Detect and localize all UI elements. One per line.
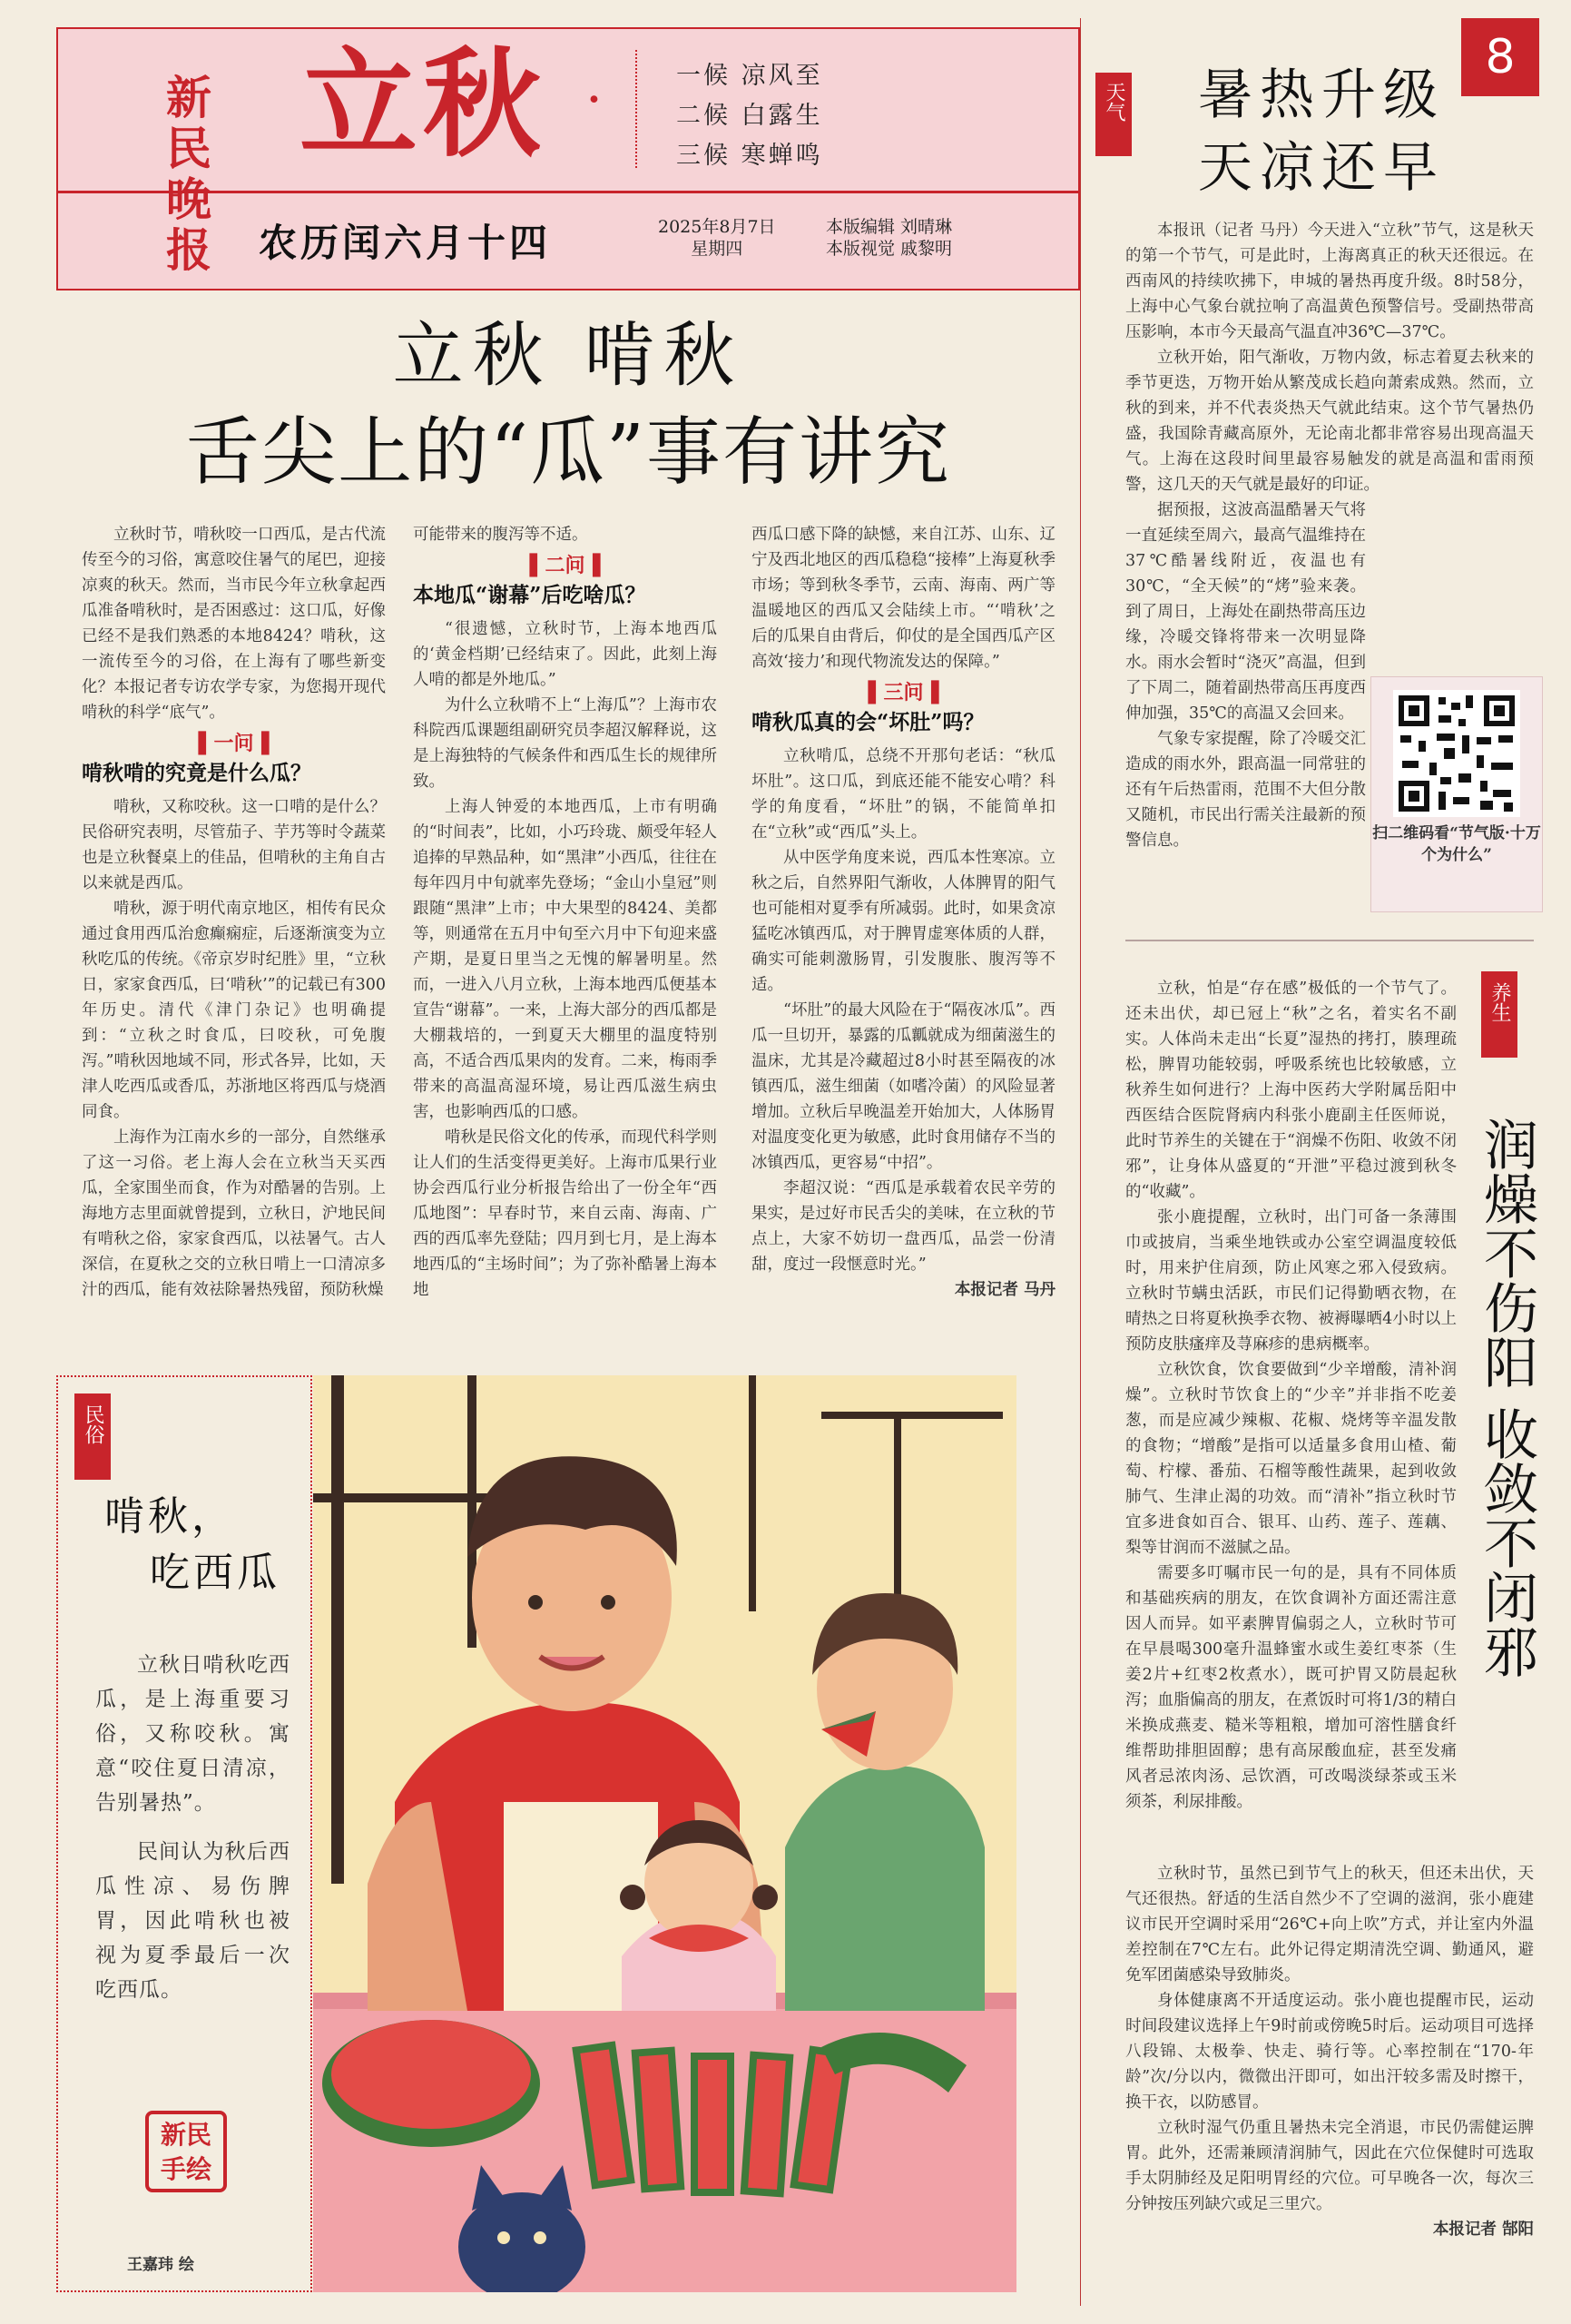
column-border <box>1080 18 1081 2306</box>
body-paragraph: 上海作为江南水乡的一部分，自然继承了这一习俗。老上海人会在立秋当天买西瓜，全家围坐而食，作为对酷暑的告别。上海地方志里面就曾提到，立秋日，沪地民间有啃秋之俗，家家食西瓜，以祛暑气。古人深信，在夏秋之交的立秋日啃上一口清凉多汁的西瓜，能有效祛除暑热残留，预防秋燥 <box>82 1128 386 1299</box>
health-tag-text: 养生 <box>1488 982 1511 1022</box>
folk-tag-text: 民俗 <box>82 1404 104 1444</box>
body-paragraph: 需要多叮嘱市民一句的是，具有不同体质和基础疾病的朋友，在饮食调补方面还需注意因人而异。如平素脾胃偏弱之人，立秋时节可在早晨喝300毫升温蜂蜜水或生姜红枣茶（生姜2片+红枣2枚煮水），既可护胃又防晨起秋泻；血脂偏高的朋友，在煮饭时可将1/3的精白米换成燕麦、糙米等粗粮，增加可溶性膳食纤维帮助排胆固醇；患有高尿酸血症，甚至发痛风者忌浓肉汤、忌饮酒，可改喝淡绿茶或玉米须茶，利尿排酸。 <box>1125 1564 1457 1811</box>
qr-code-card[interactable] <box>1370 676 1543 912</box>
watermelon-illustration <box>313 1375 1016 2292</box>
qr-code-icon <box>1393 690 1520 817</box>
section-rule <box>1125 940 1534 941</box>
dotted-divider <box>635 50 637 168</box>
body-paragraph: 本报讯（记者 马丹）今天进入“立秋”节气，这是秋天的第一个节气，可是此时，上海离真正的秋天还很远。在西南风的持续吹拂下，申城的暑热再度升级。8时58分，上海中心气象台就拉响了高温黄色预警信号。受副热带高压影响，本市今天最高气温直冲36℃—37℃。 <box>1125 222 1534 341</box>
section-tag-health <box>1481 971 1517 1058</box>
health-article-continued <box>1125 1861 1534 2242</box>
story-column-1 <box>82 522 386 1303</box>
qr-caption: 扫二维码看“节气版·十万个为什么” <box>1372 824 1541 864</box>
body-paragraph: 从中医学角度来说，西瓜本性寒凉。立秋之后，自然界阳气渐收，人体脾胃的阳气也可能相对夏季有所减弱。此时，如果贪凉猛吃冰镇西瓜，对于脾胃虚寒体质的人群，确实可能刺激肠胃，引发腹胀、腹泻等不适。 <box>751 849 1056 994</box>
main-headline <box>56 309 1080 517</box>
folk-title-line-2: 吃西瓜 <box>150 1550 280 1596</box>
editor-credit: 本版编辑 刘晴琳 <box>826 217 953 237</box>
body-paragraph: 啃秋是民俗文化的传承，而现代科学则让人们的生活变得更美好。上海市瓜果行业协会西瓜行业分析报告给出了一份全年“西瓜地图”：早春时节，来自云南、海南、广西的西瓜率先登陆；四月到七月，是上海本地西瓜的“主场时间”；为了弥补酷暑上海本地 <box>413 1128 717 1299</box>
health-article <box>1125 976 1457 1815</box>
editor-credits <box>826 216 952 260</box>
story-column-3 <box>751 522 1056 1303</box>
body-paragraph: 立秋时湿气仍重且暑热未完全消退，市民仍需健运脾胃。此外，还需兼顾清润肺气，因此在穴位保健时可选取手太阴肺经及足阳明胃经的穴位。可早晚各一次，每次三分钟按压列缺穴或足三里穴。 <box>1125 2119 1534 2213</box>
weather-headline-line-1: 暑热升级 <box>1198 64 1445 127</box>
illustration-family-eating-watermelon <box>313 1375 1016 2292</box>
body-paragraph: “坏肚”的最大风险在于“隔夜冰瓜”。西瓜一旦切开，暴露的瓜瓤就成为细菌滋生的温床，尤其是冷藏超过8小时甚至隔夜的冰镇西瓜，滋生细菌（如嗜冷菌）的风险显著增加。立秋后早晚温差开始加大，人体肠胃对温度变化更为敏感，此时食用储存不当的冰镇西瓜，更容易“中招”。 <box>751 1001 1056 1172</box>
section-tag-1: ▌一问▐ <box>198 732 270 755</box>
qr-code[interactable] <box>1393 690 1520 817</box>
pentads-list <box>676 56 823 176</box>
folk-paragraph: 民间认为秋后西瓜性凉、易伤脾胃，因此啃秋也被视为夏季最后一次吃西瓜。 <box>95 1840 290 2002</box>
weather-headline-line-2: 天凉还早 <box>1198 136 1445 200</box>
section-tag-3: ▌三问▐ <box>868 681 939 704</box>
body-paragraph: 为什么立秋啃不上“上海瓜”？上海市农科院西瓜课题组副研究员李超汉解释说，这是上海独特的气候条件和西瓜生长的规律所致。 <box>413 696 717 791</box>
headline-line-2: 舌尖上的“瓜”事有讲究 <box>185 409 951 496</box>
byline: 本报记者 郜阳 <box>1432 2221 1534 2239</box>
body-paragraph: 身体健康离不开适度运动。张小鹿也提醒市民，运动时间段建议选择上午9时前或傍晚5时后。运动项目可选择八段锦、太极拳、快走、骑行等。心率控制在“170-年龄”次/分以内，微微出汗即可，如出汗较多需及时擦干，换干衣，以防感冒。 <box>1125 1992 1534 2112</box>
folk-paragraph: 立秋日啃秋吃西瓜，是上海重要习俗，又称咬秋。寓意“咬住夏日清凉，告别暑热”。 <box>95 1653 290 1815</box>
body-paragraph: “很遗憾，立秋时节，上海本地西瓜的‘黄金档期’已经结束了。因此，此刻上海人啃的都是外地瓜。” <box>413 620 717 689</box>
weather-headline <box>1198 59 1445 204</box>
body-paragraph: 立秋饮食，饮食要做到“少辛增酸，清补润燥”。立秋时节饮食上的“少辛”并非指不吃姜葱，而是应减少辣椒、花椒、烧烤等辛温发散的食物；“增酸”是指可以适量多食用山楂、葡萄、柠檬、番茄、石榴等酸性蔬果，起到收敛肺气、生津止渴的功效。而“清补”指立秋时节宜多进食如百合、银耳、山药、莲子、莲藕、梨等甘润而不滋腻之品。 <box>1125 1361 1457 1557</box>
body-paragraph: 气象专家提醒，除了冷暖交汇造成的雨水外，跟高温一同常驻的还有午后热雷雨，范围不大但分散又随机，市民出行需关注最新的预警信息。 <box>1125 730 1366 850</box>
continued-text: 西瓜口感下降的缺憾，来自江苏、山东、辽宁及西北地区的西瓜稳稳“接棒”上海夏秋季市场；等到秋冬季节，云南、海南、两广等温暖地区的西瓜又会陆续上市。“‘啃秋’之后的瓜果自由背后，仰仗的是全国西瓜产区高效‘接力’和现代物流发达的保障。” <box>751 526 1056 671</box>
issue-date <box>658 216 776 260</box>
title-dot: · <box>585 68 604 132</box>
weekday-text: 星期四 <box>691 239 743 259</box>
body-paragraph: 立秋，怕是“存在感”极低的一个节气了。还未出伏，却已冠上“秋”之名，着实名不副实。人体尚未走出“长夏”湿热的拷打，腠理疏松，脾胃功能较弱，呼吸系统也比较敏感，立秋养生如何进行？上海中医药大学附属岳阳中西医结合医院肾病内科张小鹿副主任医师说，此时节养生的关键在于“润燥不伤阳、收敛不闭邪”，让身体从盛夏的“开泄”平稳过渡到秋冬的“收藏”。 <box>1125 980 1457 1201</box>
folk-title <box>104 1489 304 1601</box>
date-text: 2025年8月7日 <box>658 217 776 237</box>
intro-paragraph: 立秋时节，啃秋咬一口西瓜，是古代流传至今的习俗，寓意咬住暑气的尾巴，迎接凉爽的秋天。然而，当市民今年立秋拿起西瓜准备啃秋时，是否困惑过：这口瓜，好像已经不是我们熟悉的本地8424？啃秋，这一流传至今的习俗，在上海有了哪些新变化？本报记者专访农学专家，为您揭开现代啃秋的科学“底气”。 <box>82 526 386 722</box>
illustrator-credit: 王嘉玮 绘 <box>127 2256 194 2274</box>
section-heading-3: 啃秋瓜真的会“坏肚”吗？ <box>751 710 985 734</box>
body-paragraph: 立秋啃瓜，总绕不开那句老话：“秋瓜坏肚”。这口瓜，到底还能不能安心啃？科学的角度看，“坏肚”的锅，不能简单扣在“立秋”或“西瓜”头上。 <box>751 747 1056 842</box>
folk-title-line-1: 啃秋， <box>104 1493 235 1540</box>
continued-text: 可能带来的腹泻等不适。 <box>413 526 588 544</box>
body-paragraph: 李超汉说：“西瓜是承载着农民辛劳的果实，是过好市民舌尖的美味，在立秋的节点上，大家不妨切一盘西瓜，品尝一份清甜，度过一段惬意时光。” <box>751 1179 1056 1274</box>
body-paragraph: 据预报，这波高温酷暑天气将一直延续至周六，最高气温维持在37℃酷暑线附近，夜温也有30℃，“全天候”的“烤”验来袭。到了周日，上海处在副热带高压边缘，冷暖交锋将带来一次明显降水。雨水会暂时“浇灭”高温，但到了下周二，随着副热带高压再度西伸加强，35℃的高温又会回来。 <box>1125 501 1366 723</box>
health-headline-text: 润燥不伤阳 收敛不闭邪 <box>1475 1117 1538 1679</box>
body-paragraph: 啃秋，又称咬秋。这一口啃的是什么？民俗研究表明，尽管茄子、芋艿等时令蔬菜也是立秋餐桌上的佳品，但啃秋的主角自古以来就是西瓜。 <box>82 798 386 892</box>
body-paragraph: 张小鹿提醒，立秋时，出门可备一条薄围巾或披肩，当乘坐地铁或办公室空调温度较低时，用来护住肩颈，防止风寒之邪入侵致病。立秋时节螨虫活跃，市民们记得勤晒衣物，在晴热之日将夏秋换季衣物、被褥曝晒4小时以上预防皮肤瘙痒及荨麻疹的患病概率。 <box>1125 1208 1457 1354</box>
headline-line-1: 立秋 啃秋 <box>392 315 744 397</box>
weather-tag-text: 天气 <box>1103 82 1125 122</box>
visual-credit: 本版视觉 戚黎明 <box>826 239 953 259</box>
body-paragraph: 立秋时节，虽然已到节气上的秋天，但还未出伏，天气还很热。舒适的生活自然少不了空调的滋润，张小鹿建议市民开空调时采用“26℃+向上吹”方式，并让室内外温差控制在7℃左右。此外记得定期清洗空调、勤通风，避免军团菌感染导致肺炎。 <box>1125 1865 1534 1984</box>
seal-stamp: 新民手绘 <box>145 2111 227 2192</box>
byline: 本报记者 马丹 <box>954 1281 1056 1299</box>
body-paragraph: 上海人钟爱的本地西瓜，上市有明确的“时间表”，比如，小巧玲珑、颇受年轻人追捧的早熟品种，如“黑津”小西瓜，往往在每年四月中旬就率先登场；“金山小皇冠”则跟随“黑津”上市；中大果型的8424、美都等，则通常在五月中旬至六月中下旬迎来盛产期，是夏日里当之无愧的解暑明星。然而，一进入八月立秋，上海本地西瓜便基本宣告“谢幕”。一来，上海大部分的西瓜都是大棚栽培的，一到夏天大棚里的温度特别高，不适合西瓜果肉的发育。二来，梅雨季带来的高温高湿环境，易让西瓜滋生病虫害，也影响西瓜的口感。 <box>413 798 717 1121</box>
pentad-2: 二候 白露生 <box>676 102 823 130</box>
body-paragraph: 立秋开始，阳气渐收，万物内敛，标志着夏去秋来的季节更迭，万物开始从繁茂成长趋向萧索成熟。然而，立秋的到来，并不代表炎热天气就此结束。这个节气暑热仍盛，我国除青藏高原外，无论南北都非常容易出现高温天气。上海在这段时间里最容易触发的就是高温和雷雨预警，这几天的天气就是最好的印证。 <box>1125 349 1534 494</box>
health-headline <box>1470 1117 1538 1697</box>
folk-text <box>95 1648 290 2022</box>
page-number: 8 <box>1461 18 1539 96</box>
body-paragraph: 啃秋，源于明代南京地区，相传有民众通过食用西瓜治愈癫痫症，后逐渐演变为立秋吃瓜的传统。《帝京岁时纪胜》里，“立秋日，家家食西瓜，曰‘啃秋’”的记载已有300年历史。清代《津门杂记》也明确提到：“立秋之时食瓜，曰咬秋，可免腹泻。”啃秋因地域不同，形式各异，比如，天津人吃西瓜或香瓜，苏浙地区将西瓜与烧酒同食。 <box>82 900 386 1121</box>
solar-term-title: 立秋 <box>299 34 547 173</box>
newspaper-brand: 新民晚报 <box>166 71 211 277</box>
pentad-3: 三候 寒蝉鸣 <box>676 142 823 170</box>
section-tag-2: ▌二问▐ <box>529 554 601 577</box>
section-tag-folk <box>74 1393 111 1480</box>
section-tag-weather <box>1095 73 1132 156</box>
section-heading-2: 本地瓜“谢幕”后吃啥瓜？ <box>413 583 646 607</box>
story-column-2 <box>413 522 717 1303</box>
pentad-1: 一候 凉风至 <box>676 62 823 90</box>
section-heading-1: 啃秋啃的究竟是什么瓜？ <box>82 761 311 785</box>
lunar-date: 农历闰六月十四 <box>259 221 552 265</box>
